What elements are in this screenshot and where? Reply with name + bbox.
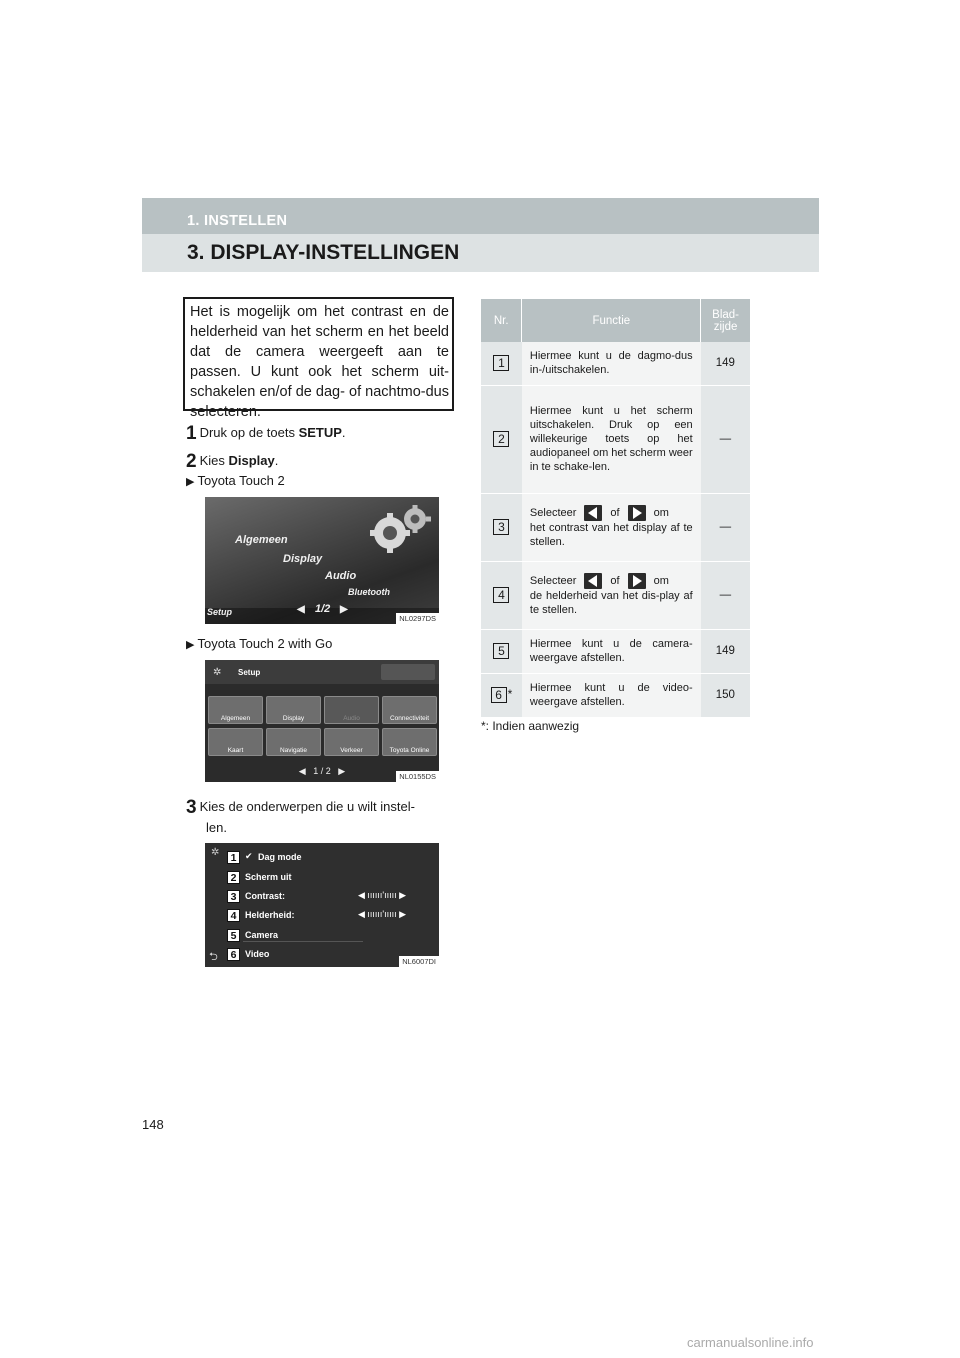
- pager-next-icon: ▶: [340, 604, 348, 615]
- step-2: [186, 451, 461, 472]
- row-function-text: om: [653, 506, 669, 519]
- row-number: 6: [491, 687, 507, 703]
- row-video: Video: [245, 949, 270, 959]
- page-title-bar: [142, 234, 819, 272]
- back-arrow-icon: ⮌: [209, 951, 218, 963]
- function-table: [481, 299, 750, 718]
- row-function-text: de helderheid van het dis-play af te stellen.: [529, 590, 693, 616]
- triangle-right-icon: ▶: [186, 639, 195, 651]
- page-title: 3. DISPLAY-INSTELLINGEN: [187, 241, 460, 264]
- table-row: [481, 385, 750, 493]
- row-function-text: Selecteer: [529, 506, 577, 519]
- page-number: 148: [142, 1117, 164, 1132]
- row-number: 1: [493, 355, 509, 371]
- row-function: Hiermee kunt u de dagmo-dus in-/uitschakelen.: [522, 342, 701, 385]
- image-code: NL0155DS: [396, 771, 439, 782]
- pager-next-icon: ▶: [338, 766, 346, 776]
- callout-badge: 3: [227, 890, 240, 903]
- intro-box: Het is mogelijk om het contrast en de helderheid van het scherm en het beeld dat de camera weergeeft aan te passen. U kunt ook het scherm uit-schakelen en/of de dag- of nachtmo-dus selecteren.: [183, 297, 454, 411]
- tile-verkeer: Verkeer: [324, 728, 379, 756]
- row-scherm-uit: Scherm uit: [245, 872, 292, 882]
- row-contrast: Contrast:: [245, 891, 285, 901]
- tile-navigatie: Navigatie: [266, 728, 321, 756]
- row-function: Hiermee kunt u het scherm uitschakelen. Druk op een willekeurige toets op het audiopaneel om het scherm weer in te schake-len.: [522, 385, 701, 493]
- variant-2: [186, 636, 332, 651]
- status-area: [381, 664, 435, 680]
- row-function-text: of: [610, 574, 620, 587]
- image-code: NL0297DS: [396, 613, 439, 624]
- table-row: [481, 629, 750, 673]
- row-function: Hiermee kunt u de camera-weergave afstellen.: [522, 629, 701, 673]
- menu-label-bluetooth: Bluetooth: [348, 587, 390, 597]
- variant-1: [186, 473, 285, 488]
- step-end: .: [341, 425, 346, 440]
- checkmark-icon: ✔: [245, 851, 253, 861]
- header-bladzijde-line1: Blad-: [712, 308, 740, 321]
- row-number: 2: [493, 431, 509, 447]
- row-function-text: of: [610, 506, 620, 519]
- step-number: 1: [186, 423, 197, 444]
- header-functie: Functie: [522, 299, 701, 342]
- row-number-cell: [481, 342, 522, 385]
- row-asterisk: *: [507, 687, 513, 701]
- step-end: .: [274, 453, 279, 468]
- row-camera: Camera: [245, 930, 279, 940]
- callout-badge: 4: [227, 909, 240, 922]
- section-title: 1. INSTELLEN: [187, 213, 288, 229]
- tile-display: Display: [266, 696, 321, 724]
- tile-algemeen: Algemeen: [208, 696, 263, 724]
- tile-toyota-online: Toyota Online: [382, 728, 437, 756]
- callout-badge: 6: [227, 948, 240, 961]
- variant-label: Toyota Touch 2 with Go: [197, 636, 333, 651]
- step-text: Kies de onderwerpen die u wilt instel-: [199, 799, 415, 814]
- menu-label-audio: Audio: [325, 570, 357, 582]
- table-row: [481, 342, 750, 385]
- table-row: [481, 493, 750, 561]
- callout-badge: 1: [227, 851, 240, 864]
- step-text: Kies: [199, 453, 229, 468]
- row-page: —: [701, 493, 750, 561]
- table-row: [481, 561, 750, 629]
- step-text: Druk op de toets: [199, 425, 299, 440]
- step-key: SETUP: [298, 425, 342, 440]
- row-function: [522, 493, 701, 561]
- row-number-cell: [481, 385, 522, 493]
- gears-icon: [365, 501, 435, 561]
- tile-connectiviteit: Connectiviteit: [382, 696, 437, 724]
- row-function-text: het contrast van het display af te stellen.: [529, 522, 693, 548]
- row-number: 5: [493, 643, 509, 659]
- right-arrow-icon: [628, 573, 646, 589]
- row-number-cell: [481, 673, 522, 717]
- settings-icon: ✲: [211, 847, 220, 858]
- left-arrow-icon: [584, 505, 602, 521]
- row-page: 149: [701, 629, 750, 673]
- footnote: *: Indien aanwezig: [481, 719, 580, 733]
- row-function-text: om: [653, 574, 669, 587]
- step-3: [186, 797, 461, 838]
- pager-prev-icon: ◀: [297, 604, 305, 615]
- table-row: [481, 673, 750, 717]
- row-function-text: Selecteer: [529, 574, 577, 587]
- menu-label-algemeen: Algemeen: [235, 534, 288, 546]
- row-number: 4: [493, 587, 509, 603]
- pager-label: 1 / 2: [313, 766, 331, 776]
- watermark: carmanualsonline.info: [687, 1335, 814, 1350]
- contrast-control: ◀ ıııııı'ııııı ▶: [358, 890, 407, 900]
- step-number: 2: [186, 451, 197, 472]
- step-number: 3: [186, 797, 197, 818]
- callout-badge: 2: [227, 871, 240, 884]
- row-number: 3: [493, 519, 509, 535]
- row-function: Hiermee kunt u de video-weergave afstellen.: [522, 673, 701, 717]
- row-function: [522, 561, 701, 629]
- section-header: [142, 198, 819, 234]
- menu-label-display: Display: [283, 553, 323, 565]
- row-page: 150: [701, 673, 750, 717]
- screenshot-display-settings: [205, 843, 439, 967]
- row-dag-mode: Dag mode: [258, 852, 302, 862]
- menu-label-setup: Setup: [207, 607, 233, 617]
- callout-badge: 5: [227, 929, 240, 942]
- right-arrow-icon: [628, 505, 646, 521]
- left-arrow-icon: [584, 573, 602, 589]
- row-number-cell: [481, 561, 522, 629]
- brightness-control: ◀ ıııııı'ııııı ▶: [358, 909, 407, 919]
- settings-icon: ✲: [213, 667, 222, 678]
- row-helderheid: Helderheid:: [245, 910, 295, 920]
- screen-title: Setup: [238, 668, 261, 677]
- header-nr: Nr.: [481, 299, 522, 342]
- header-bladzijde: [701, 299, 750, 342]
- step-text-continued: len.: [206, 820, 227, 835]
- pager-prev-icon: ◀: [298, 766, 306, 776]
- row-page: —: [701, 561, 750, 629]
- row-number-cell: [481, 493, 522, 561]
- tile-kaart: Kaart: [208, 728, 263, 756]
- row-number-cell: [481, 629, 522, 673]
- step-key: Display: [228, 453, 275, 468]
- divider: [243, 941, 363, 942]
- step-1: [186, 423, 461, 444]
- screenshot-touch2-go: [205, 660, 439, 782]
- screenshot-touch2: [205, 497, 439, 624]
- header-bladzijde-line2: zijde: [713, 320, 738, 333]
- row-page: 149: [701, 342, 750, 385]
- triangle-right-icon: ▶: [186, 476, 195, 488]
- row-page: —: [701, 385, 750, 493]
- pager-label: 1/2: [315, 603, 331, 615]
- tile-audio: Audio: [324, 696, 379, 724]
- image-code: NL6007DI: [399, 956, 439, 967]
- variant-label: Toyota Touch 2: [197, 473, 285, 488]
